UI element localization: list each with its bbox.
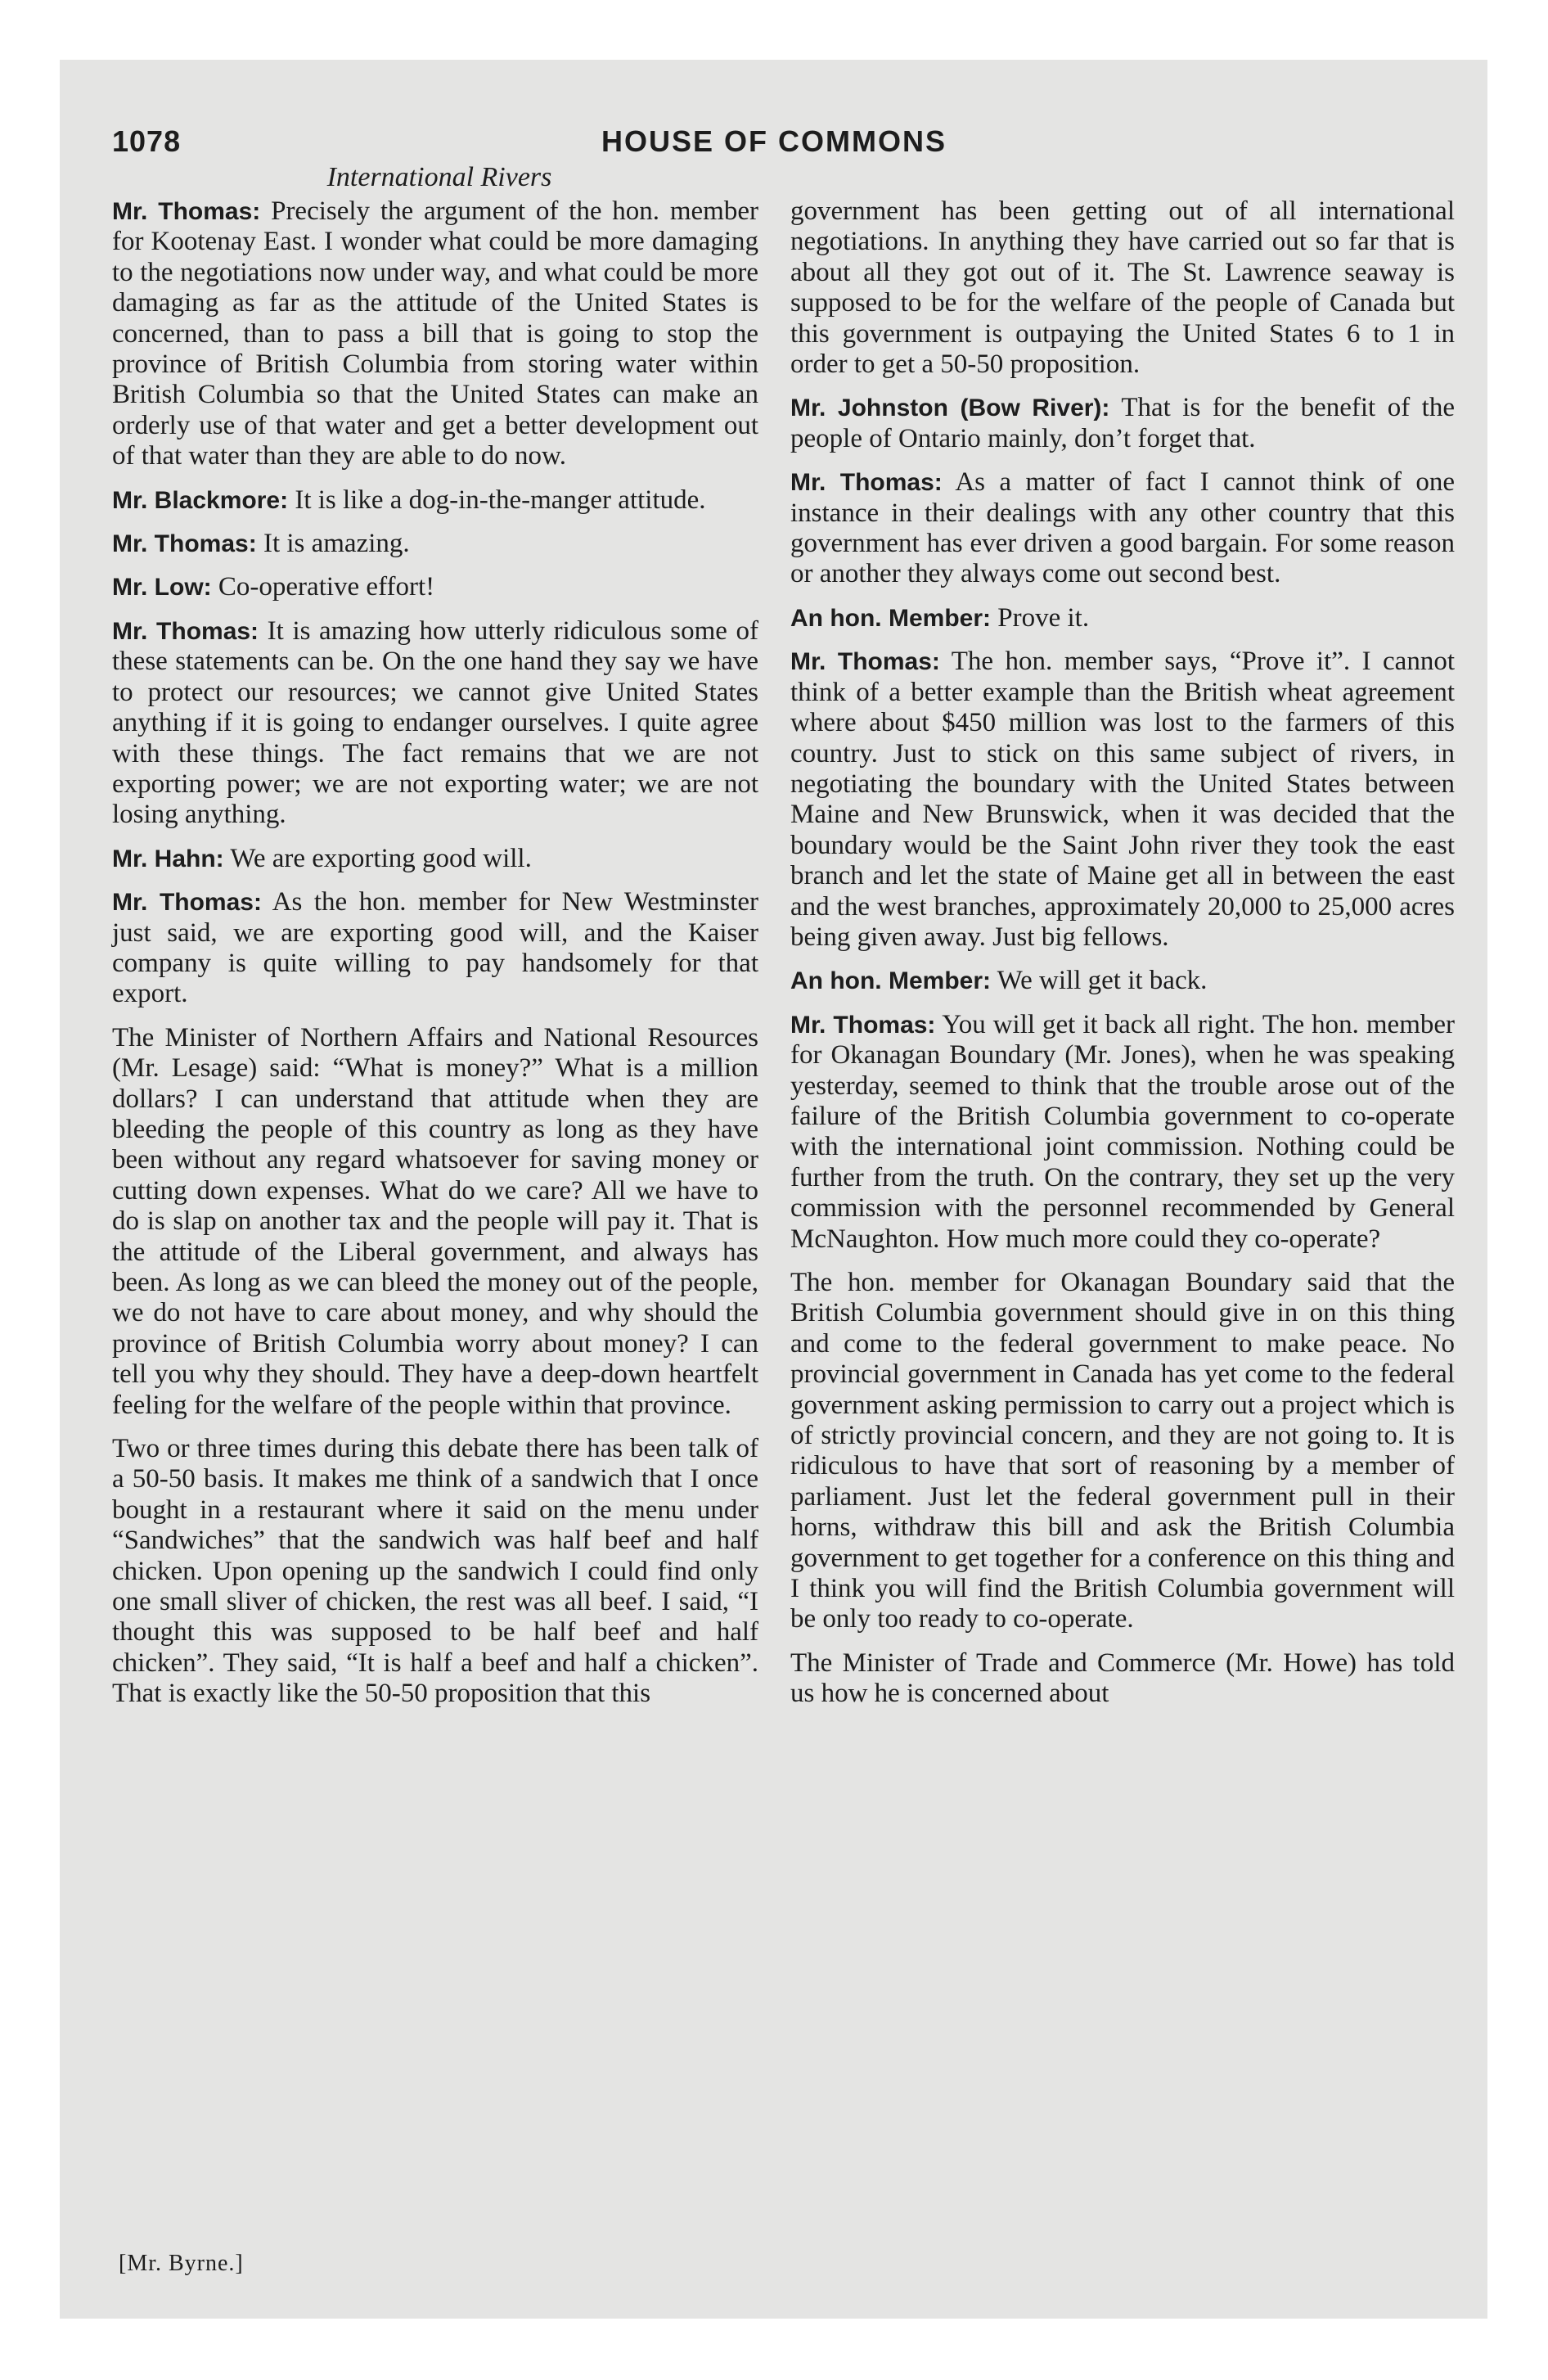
- left-column: [112, 196, 758, 1723]
- paragraph: [790, 1648, 1455, 1710]
- paragraph-text: We will get it back.: [991, 966, 1208, 996]
- speaker-name: Mr. Thomas:: [112, 198, 261, 225]
- paragraph-text: The hon. member for Okanagan Boundary said that the British Columbia government should give in on this thing and come to the federal government to make peace. No provincial government in Canada has yet come to the federal government asking permission to carry out a project which is of strictly provincial concern, and they are not going to. It is ridiculous to have that sort of reasoning by a member of parliament. Just let the federal government pull in their horns, withdraw this bill and ask the British Columbia government to get together for a conference on this thing and I think you will find the British Columbia government will be only too ready to co-operate.: [790, 1268, 1455, 1634]
- paragraph: [112, 887, 758, 1010]
- paragraph-text: It is amazing.: [256, 529, 410, 559]
- paragraph-text: Two or three times during this debate there has been talk of a 50-50 basis. It makes me think of a sandwich that I once bought in a restaurant where it said on the menu under “Sandwiches” that the sandwich was half beef and half chicken. Upon opening up the sandwich I could find only one small sliver of chicken, the rest was all beef. I said, “I thought this was supposed to be half beef and half chicken”. They said, “It is half a beef and half a chicken”. That is exactly like the 50-50 proposition that this: [112, 1434, 758, 1709]
- paragraph: [790, 467, 1455, 590]
- paragraph-text: The hon. member says, “Prove it”. I cannot think of a better example than the British wheat agreement where about $450 million was lost to the farmers of this country. Just to stick on this same subject of rivers, in negotiating the boundary with the United States between Maine and New Brunswick, when it was decided that the boundary would be the Saint John river they took the east branch and let the state of Maine get all in between the east and the west branches, approximately 20,000 to 25,000 acres being given away. Just big fellows.: [790, 647, 1455, 952]
- right-column: [790, 196, 1455, 1723]
- section-head: International Rivers: [326, 162, 552, 192]
- paragraph-text: Prove it.: [991, 602, 1090, 633]
- speaker-name: Mr. Low:: [112, 574, 212, 602]
- paragraph: [790, 1268, 1455, 1635]
- speaker-name: Mr. Thomas:: [112, 530, 257, 558]
- paragraph-text: Co-operative effort!: [211, 572, 435, 602]
- paragraph-text: government has been getting out of all international negotiations. In anything they have carried out so far that is about all they got out of it. The St. Lawrence seaway is supposed to be for the welfare of the people of Canada but this government is outpaying the United States 6 to 1 in order to get a 50-50 proposition.: [790, 196, 1455, 380]
- paragraph: [790, 966, 1455, 996]
- paragraph: [790, 393, 1455, 454]
- speaker-name: Mr. Thomas:: [790, 1011, 936, 1039]
- paragraph: [112, 1434, 758, 1710]
- speaker-name: Mr. Thomas:: [112, 889, 262, 917]
- speaker-name: An hon. Member:: [790, 967, 991, 995]
- speaker-name: An hon. Member:: [790, 604, 991, 632]
- paragraph-text: As a matter of fact I cannot think of one instance in their dealings with any other country that this government has ever driven a good bargain. For some reason or another they always come out second best.: [790, 467, 1455, 589]
- footer-speaker-note: [Mr. Byrne.]: [119, 2251, 244, 2276]
- paragraph: [790, 603, 1455, 633]
- speaker-name: Mr. Thomas:: [112, 617, 259, 645]
- paragraph: [112, 196, 758, 472]
- paragraph-text: It is amazing how utterly ridiculous some of these statements can be. On the one hand they say we have to protect our resources; we cannot give United States anything if it is going to endanger ourselves. I quite agree with these things. The fact remains that we are not exporting power; we are not exporting water; we are not losing anything.: [112, 615, 758, 830]
- paragraph: [112, 844, 758, 874]
- paragraph: [790, 647, 1455, 953]
- paragraph: [112, 572, 758, 602]
- paragraph-text: You will get it back all right. The hon. member for Okanagan Boundary (Mr. Jones), when he was speaking yesterday, seemed to think that the trouble arose out of the failure of the British Columbia government to co-operate with the international joint commission. Nothing could be further from the truth. On the contrary, they set up the very commission with the personnel recommended by General McNaughton. How much more could they co-operate?: [790, 1009, 1455, 1254]
- paragraph-text: We are exporting good will.: [223, 843, 532, 873]
- paragraph: [112, 485, 758, 516]
- paragraph: [790, 196, 1455, 380]
- paragraph-text: It is like a dog-in-the-manger attitude.: [288, 485, 706, 515]
- paragraph-text: That is for the benefit of the people of Ontario mainly, don’t forget that.: [790, 393, 1455, 453]
- page-number: 1078: [112, 124, 182, 158]
- paragraph-text: The Minister of Northern Affairs and National Resources (Mr. Lesage) said: “What is money?” What is a million dollars? I can understand that attitude when they are bleeding the people of this country as long as they have been without any regard whatsoever for saving money or cutting down expenses. What do we care? All we have to do is slap on another tax and the people will pay it. That is the attitude of the Liberal government, and always has been. As long as we can bleed the money out of the people, we do not have to care about money, and why should the province of British Columbia worry about money? I can tell you why they should. They have a deep-down heartfelt feeling for the welfare of the people within that province.: [112, 1022, 758, 1420]
- paragraph: [112, 529, 758, 559]
- paragraph-text: The Minister of Trade and Commerce (Mr. Howe) has told us how he is concerned about: [790, 1648, 1455, 1709]
- speaker-name: Mr. Thomas:: [790, 648, 940, 676]
- paragraph: [112, 616, 758, 831]
- speaker-name: Mr. Hahn:: [112, 845, 224, 872]
- running-head: HOUSE OF COMMONS: [601, 124, 947, 158]
- paragraph: [112, 1023, 758, 1421]
- paragraph-text: As the hon. member for New Westminster just said, we are exporting good will, and the Kaiser company is quite willing to pay handsomely for that export.: [112, 887, 758, 1009]
- speaker-name: Mr. Blackmore:: [112, 486, 289, 514]
- speaker-name: Mr. Johnston (Bow River):: [790, 394, 1110, 422]
- paragraph: [790, 1010, 1455, 1255]
- paragraph-text: Precisely the argument of the hon. member for Kootenay East. I wonder what could be more damaging to the negotiations now under way, and what could be more damaging as far as the attitude of the United States is concerned, than to pass a bill that is going to stop the province of British Columbia from storing water within British Columbia so that the United States can make an orderly use of that water and get a better development out of that water than they are able to do now.: [112, 196, 758, 471]
- speaker-name: Mr. Thomas:: [790, 469, 943, 497]
